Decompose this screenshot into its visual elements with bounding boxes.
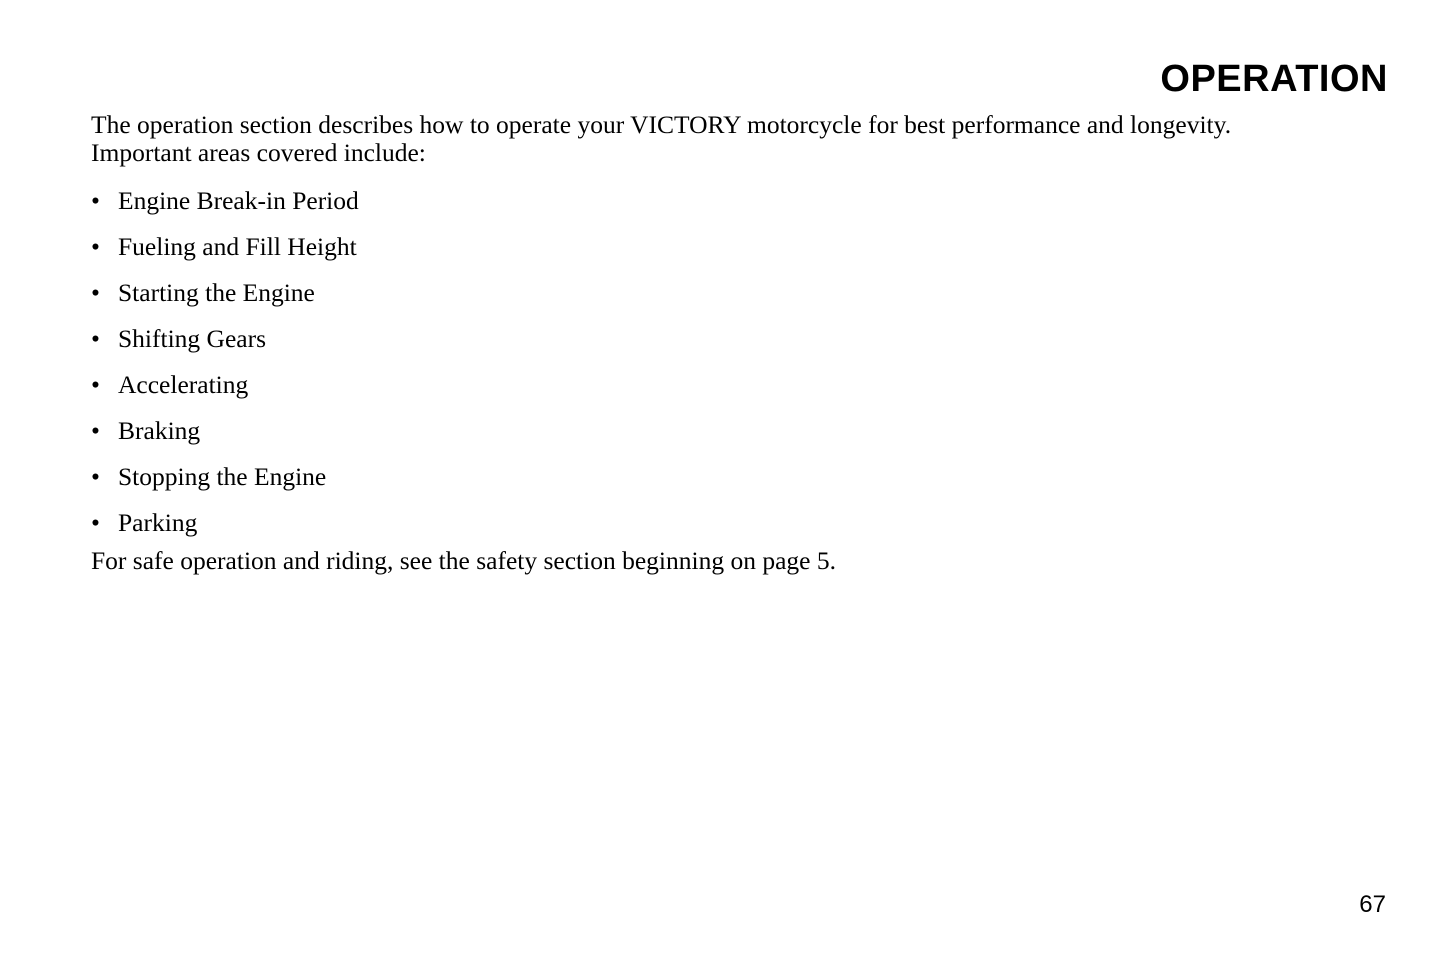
list-item-label: Parking xyxy=(118,508,198,537)
list-item xyxy=(91,463,1391,509)
topic-list xyxy=(91,187,1391,547)
list-item-label: Engine Break-in Period xyxy=(118,186,359,215)
bullet-icon: • xyxy=(91,278,100,307)
list-item xyxy=(91,417,1391,463)
list-item xyxy=(91,371,1391,417)
list-item xyxy=(91,509,1391,547)
bullet-icon: • xyxy=(91,508,100,537)
list-item xyxy=(91,325,1391,371)
bullet-icon: • xyxy=(91,416,100,445)
list-item-label: Shifting Gears xyxy=(118,324,267,353)
bullet-icon: • xyxy=(91,186,100,215)
intro-line-1: The operation section describes how to operate your VICTORY motorcycle for best performance and longevity. xyxy=(91,110,1232,139)
list-item xyxy=(91,279,1391,325)
intro-paragraph xyxy=(91,111,1391,167)
list-item-label: Accelerating xyxy=(118,370,249,399)
section-content xyxy=(91,111,1391,575)
closing-paragraph: For safe operation and riding, see the safety section beginning on page 5. xyxy=(91,546,836,575)
intro-line-2: Important areas covered include: xyxy=(91,138,426,167)
bullet-icon: • xyxy=(91,370,100,399)
bullet-icon: • xyxy=(91,232,100,261)
list-item xyxy=(91,233,1391,279)
page-title: OPERATION xyxy=(1160,58,1388,100)
list-item-label: Starting the Engine xyxy=(118,278,315,307)
list-item-label: Braking xyxy=(118,416,201,445)
list-item xyxy=(91,187,1391,233)
bullet-icon: • xyxy=(91,462,100,491)
bullet-icon: • xyxy=(91,324,100,353)
list-item-label: Fueling and Fill Height xyxy=(118,232,357,261)
list-item-label: Stopping the Engine xyxy=(118,462,327,491)
page-number: 67 xyxy=(1359,891,1386,918)
